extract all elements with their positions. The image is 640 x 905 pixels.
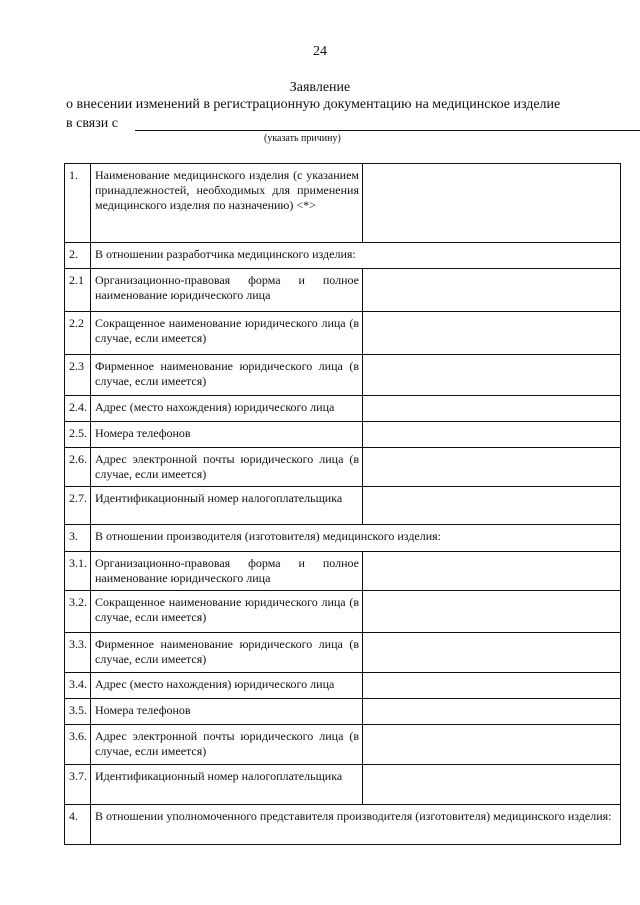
document-title: Заявление bbox=[289, 80, 351, 95]
form-row bbox=[65, 396, 621, 422]
reason-hint: (указать причину) bbox=[264, 133, 341, 144]
form-row bbox=[65, 591, 621, 633]
row-number: 2.2 bbox=[65, 312, 91, 355]
field-label: Адрес (место нахождения) юридического лица bbox=[91, 396, 363, 422]
field-value-cell[interactable] bbox=[363, 673, 621, 699]
application-form-table bbox=[64, 163, 621, 845]
reason-line bbox=[66, 116, 616, 132]
row-number: 4. bbox=[65, 805, 91, 845]
form-section-row bbox=[65, 525, 621, 552]
row-number: 3.7. bbox=[65, 765, 91, 805]
row-number: 2.5. bbox=[65, 422, 91, 448]
form-row bbox=[65, 673, 621, 699]
document-subtitle: о внесении изменений в регистрационную документацию на медицинское изделие bbox=[66, 97, 561, 112]
row-number: 3.3. bbox=[65, 633, 91, 673]
form-row bbox=[65, 699, 621, 725]
row-number: 2.4. bbox=[65, 396, 91, 422]
field-label: Фирменное наименование юридического лица (в случае, если имеется) bbox=[91, 355, 363, 396]
reason-blank-field[interactable] bbox=[135, 130, 640, 131]
field-value-cell[interactable] bbox=[363, 448, 621, 487]
section-heading: В отношении разработчика медицинского изделия: bbox=[91, 243, 621, 269]
row-number: 2. bbox=[65, 243, 91, 269]
field-value-cell[interactable] bbox=[363, 552, 621, 591]
row-number: 2.1 bbox=[65, 269, 91, 312]
section-heading: В отношении производителя (изготовителя) медицинского изделия: bbox=[91, 525, 621, 552]
field-value-cell[interactable] bbox=[363, 725, 621, 765]
row-number: 2.6. bbox=[65, 448, 91, 487]
field-value-cell[interactable] bbox=[363, 699, 621, 725]
form-row bbox=[65, 552, 621, 591]
field-label: Адрес электронной почты юридического лица (в случае, если имеется) bbox=[91, 448, 363, 487]
field-label: Номера телефонов bbox=[91, 422, 363, 448]
form-row bbox=[65, 164, 621, 243]
field-value-cell[interactable] bbox=[363, 487, 621, 525]
field-label: Организационно-правовая форма и полное наименование юридического лица bbox=[91, 552, 363, 591]
field-label: Сокращенное наименование юридического лица (в случае, если имеется) bbox=[91, 312, 363, 355]
form-row bbox=[65, 269, 621, 312]
field-label: Идентификационный номер налогоплательщика bbox=[91, 487, 363, 525]
field-label: Идентификационный номер налогоплательщика bbox=[91, 765, 363, 805]
form-row bbox=[65, 422, 621, 448]
row-number: 3.5. bbox=[65, 699, 91, 725]
row-number: 2.7. bbox=[65, 487, 91, 525]
field-label: Сокращенное наименование юридического лица (в случае, если имеется) bbox=[91, 591, 363, 633]
row-number: 2.3 bbox=[65, 355, 91, 396]
field-value-cell[interactable] bbox=[363, 765, 621, 805]
reason-prefix: в связи с bbox=[66, 116, 118, 131]
field-value-cell[interactable] bbox=[363, 396, 621, 422]
row-number: 3. bbox=[65, 525, 91, 552]
row-number: 3.6. bbox=[65, 725, 91, 765]
form-row bbox=[65, 725, 621, 765]
field-label: Фирменное наименование юридического лица (в случае, если имеется) bbox=[91, 633, 363, 673]
field-label: Организационно-правовая форма и полное наименование юридического лица bbox=[91, 269, 363, 312]
field-label: Адрес электронной почты юридического лица (в случае, если имеется) bbox=[91, 725, 363, 765]
field-label: Наименование медицинского изделия (с указанием принадлежностей, необходимых для применения медицинского изделия по назначению) <*> bbox=[91, 164, 363, 243]
section-heading: В отношении уполномоченного представителя производителя (изготовителя) медицинского изделия: bbox=[91, 805, 621, 845]
form-row bbox=[65, 312, 621, 355]
page-number: 24 bbox=[313, 44, 327, 59]
row-number: 3.2. bbox=[65, 591, 91, 633]
row-number: 1. bbox=[65, 164, 91, 243]
form-section-row bbox=[65, 243, 621, 269]
field-label: Адрес (место нахождения) юридического лица bbox=[91, 673, 363, 699]
form-row bbox=[65, 448, 621, 487]
form-table-body bbox=[65, 164, 621, 845]
field-value-cell[interactable] bbox=[363, 164, 621, 243]
field-value-cell[interactable] bbox=[363, 422, 621, 448]
form-row bbox=[65, 487, 621, 525]
form-section-row bbox=[65, 805, 621, 845]
field-label: Номера телефонов bbox=[91, 699, 363, 725]
field-value-cell[interactable] bbox=[363, 591, 621, 633]
field-value-cell[interactable] bbox=[363, 312, 621, 355]
form-row bbox=[65, 765, 621, 805]
row-number: 3.4. bbox=[65, 673, 91, 699]
form-row bbox=[65, 633, 621, 673]
row-number: 3.1. bbox=[65, 552, 91, 591]
form-row bbox=[65, 355, 621, 396]
field-value-cell[interactable] bbox=[363, 269, 621, 312]
field-value-cell[interactable] bbox=[363, 355, 621, 396]
field-value-cell[interactable] bbox=[363, 633, 621, 673]
